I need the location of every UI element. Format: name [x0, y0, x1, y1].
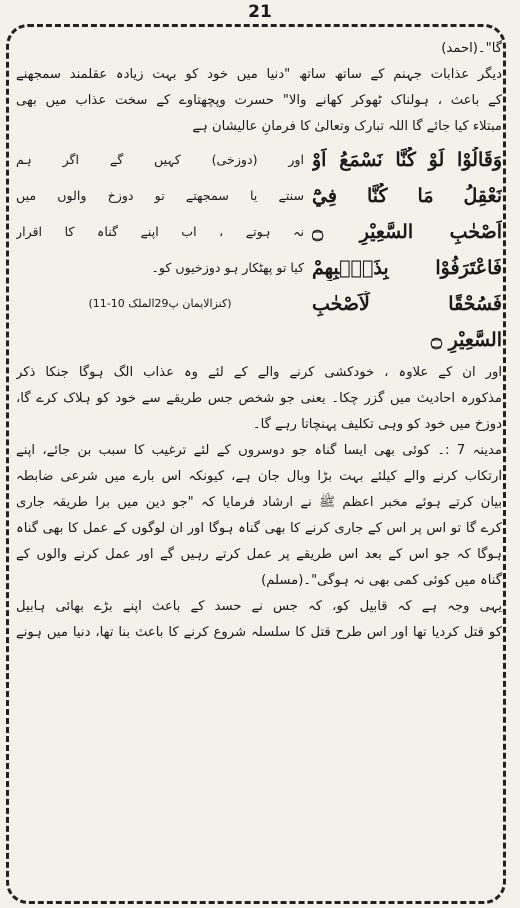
page-number: 21 — [248, 2, 272, 22]
text-line: مبتلاء کیا جائے گا اللہ تبارک وتعالیٰ کا فرمانِ عالیشان ہے — [192, 119, 502, 134]
text-line: مدینہ 7 :۔ کوئی بھی ایسا گناہ جو دوسروں کے لئے ترغیب کا سبب بن جائے، اپنے — [16, 443, 502, 458]
verse-row — [16, 142, 502, 178]
verse-arabic: وَقَالُوْا لَوْ كُنَّا نَسْمَعُ اَوْ — [312, 149, 502, 171]
verse-translation: سنتے یا سمجھتے تو دوزخ والوں میں — [16, 188, 304, 203]
verse-reference: (کنزالایمان پ29الملک 10-11) — [88, 297, 232, 310]
text-line: دیگر عذابات جہنم کے ساتھ ساتھ "دنیا میں خود کو بہت زیادہ عقلمند سمجھنے — [16, 67, 502, 82]
text-line: ارتکاب کرنے والے کیلئے بہت بڑا وبال جان ہے، کیونکہ اس بارے میں شرعی ضابطہ — [16, 469, 502, 484]
text-line: کے باعث ، ہولناک ٹھوکر کھانے والا" حسرت وپچھتاوے کے سخت عذاب میں بھی — [16, 93, 502, 108]
verse-translation: کیا تو پھٹکار ہو دوزخیوں کو۔ — [151, 260, 304, 275]
verse-arabic: اَصْحٰبِ السَّعِيْرِ ۝ — [312, 221, 502, 243]
text-line: مذکورہ احادیث میں گزر چکا۔ یعنی جو شخص جس طریقے سے خود کو ہلاک کرے گا، — [16, 391, 502, 406]
verse-arabic: فَاعْتَرَفُوْا بِذَنْۢبِهِمْ — [312, 257, 502, 279]
verse-row — [16, 250, 502, 286]
verse-arabic: فَسُحْقًا لِّاَصْحٰبِ — [312, 293, 502, 315]
verse-row — [16, 286, 502, 322]
text-line: دوزخ میں خود کو وہی تکلیف پہنچاتا رہے گا۔ — [252, 417, 502, 432]
text-line: اور ان کے علاوہ ، خودکشی کرنے والے کے لئے وہ عذاب الگ ہوگا جنکا ذکر — [16, 365, 502, 380]
text-line: یہی وجہ ہے کہ قابیل کو، کہ جس نے حسد کے باعث اپنے بڑے بھائی ہابیل — [16, 599, 502, 614]
verse-arabic: السَّعِيْرِ ۝ — [430, 329, 502, 351]
quran-verse-block — [16, 142, 502, 358]
verse-row — [16, 178, 502, 214]
page-content — [16, 36, 502, 898]
text-line: کرے گا تو اس پر اس کے جاری کرنے کا بھی گناہ ہوگا اور ان لوگوں کے عمل کا بھی گناہ — [16, 521, 502, 536]
verse-row — [16, 214, 502, 250]
verse-translation: نہ ہوتے ، اب اپنے گناہ کا اقرار — [16, 224, 304, 239]
text-line: گا"۔(احمد) — [441, 41, 502, 56]
text-line: بیان کرتے ہوئے مخبر اعظم ﷺ نے ارشاد فرمایا کہ "جو دین میں برا طریقہ جاری — [16, 495, 502, 510]
text-line: کو قتل کردیا تھا اور اس طرح قتل کا سلسلہ شروع کرنے کا باعث بنا تھا، دنیا میں ہونے — [16, 625, 502, 640]
verse-row — [16, 322, 502, 358]
text-line: گناہ میں کوئی کمی بھی نہ ہوگی"۔(مسلم) — [261, 573, 502, 588]
verse-arabic: نَعْقِلُ مَا كُنَّا فِيْٓ — [312, 185, 502, 207]
verse-translation: اور (دوزخی) کہیں گے اگر ہم — [16, 152, 304, 167]
text-line: ہوگا کہ جو اس کے بعد اس طریقے پر عمل کرتے رہیں گے اور عمل کرنے والوں کے — [16, 547, 502, 562]
